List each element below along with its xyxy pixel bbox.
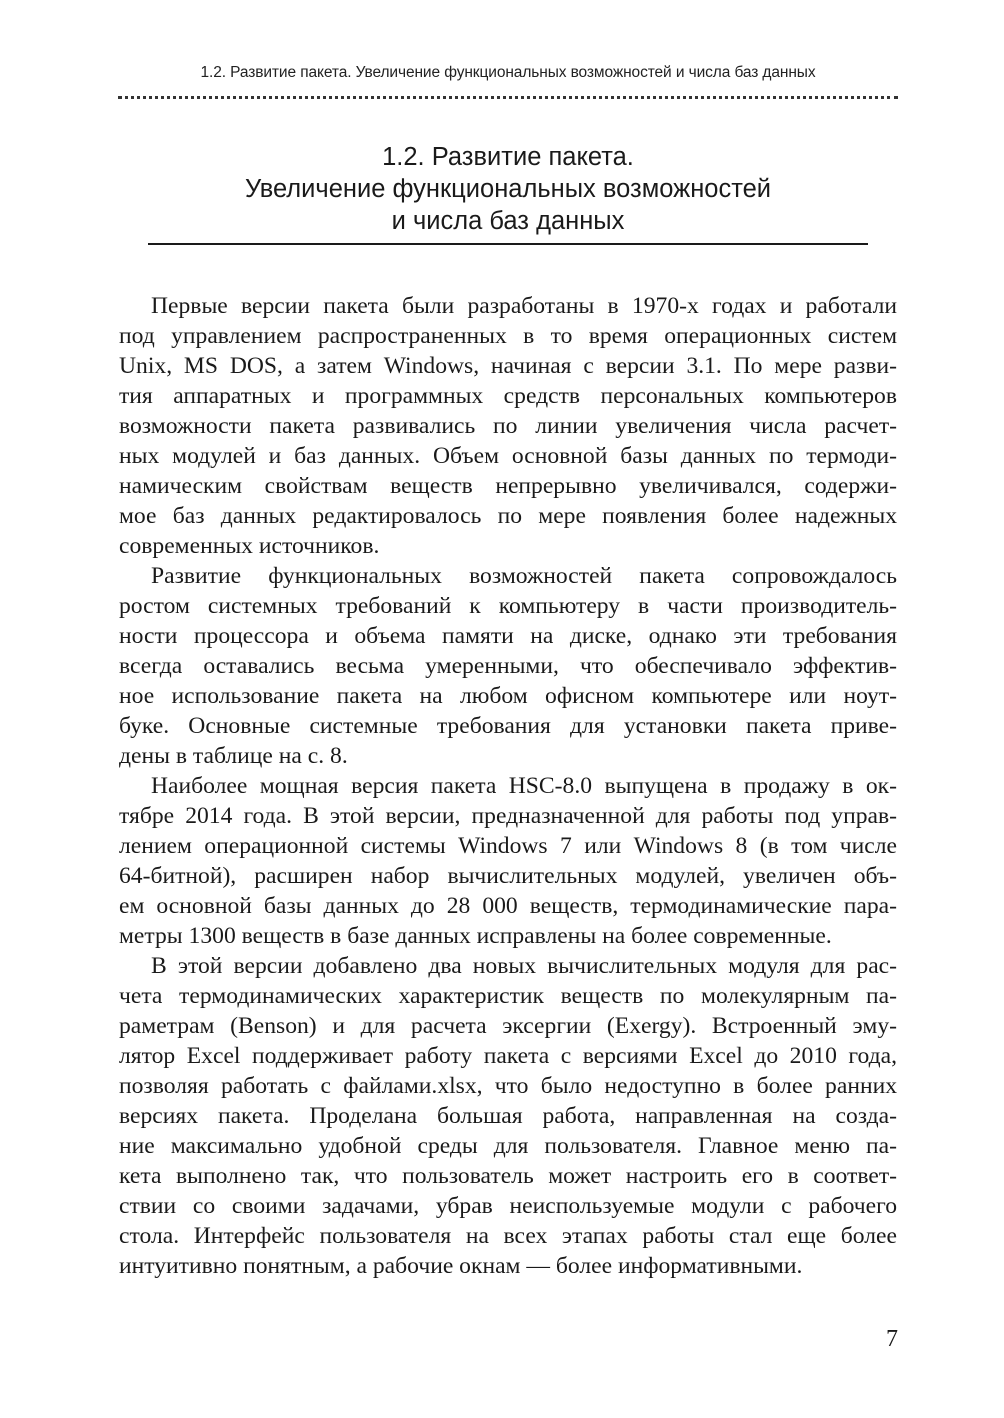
text-line: современных источников. [119,533,380,559]
title-underline-rule [148,243,868,245]
text-line: чета термодинамических характеристик веществ по молекулярным па- [119,983,897,1009]
text-line: дены в таблице на с. 8. [119,743,348,769]
text-line: ем основной базы данных до 28 000 веществ, термодинамические пара- [119,893,897,919]
section-title-line-2: Увеличение функциональных возможностей [244,175,772,203]
section-title [118,141,898,237]
paragraph-1 [119,291,897,561]
text-line: стола. Интерфейс пользователя на всех этапах работы стал еще более [119,1223,897,1249]
text-line: позволяя работать с файлами.xlsx, что было недоступно в более ранних [119,1073,897,1099]
text-line: кета выполнено так, что пользователь может настроить его в соответ- [119,1163,897,1189]
text-line: под управлением распространенных в то время операционных систем [119,323,897,349]
text-line: ствии со своими задачами, убрав неиспользуемые модули с рабочего [119,1193,897,1219]
text-line: В этой версии добавлено два новых вычислительных модуля для рас- [151,953,897,979]
text-line: 64-битной), расширен набор вычислительных модулей, увеличен объ- [119,863,897,889]
text-line: лятор Excel поддерживает работу пакета с версиями Excel до 2010 года, [119,1043,897,1069]
section-title-line-1: 1.2. Развитие пакета. [382,143,634,171]
text-line: раметрам (Benson) и для расчета эксергии (Exergy). Встроенный эму- [119,1013,897,1039]
text-line: Первые версии пакета были разработаны в 1970-х годах и работали [151,293,897,319]
text-line: версиях пакета. Проделана большая работа, направленная на созда- [119,1103,897,1129]
text-line: интуитивно понятным, а рабочие окнам — более информативными. [119,1253,803,1279]
text-line: метры 1300 веществ в базе данных исправлены на более современные. [119,923,832,949]
text-line: ности процессора и объема памяти на диске, однако эти требования [119,623,897,649]
text-line: всегда оставались весьма умеренными, что обеспечивало эффектив- [119,653,897,679]
text-line: Unix, MS DOS, а затем Windows, начиная с версии 3.1. По мере разви- [119,353,897,379]
running-header: 1.2. Развитие пакета. Увеличение функциональных возможностей и числа баз данных [200,64,816,81]
text-line: ние максимально удобной среды для пользователя. Главное меню па- [119,1133,897,1159]
page-number: 7 [886,1326,898,1352]
text-line: ростом системных требований к компьютеру в части производитель- [119,593,897,619]
body-text [119,291,897,1281]
text-line: возможности пакета развивались по линии увеличения числа расчет- [119,413,897,439]
paragraph-2 [119,561,897,771]
section-title-line-3: и числа баз данных [391,207,625,235]
text-line: намическим свойствам веществ непрерывно увеличивался, содержи- [119,473,897,499]
text-line: ных модулей и баз данных. Объем основной базы данных по термоди- [119,443,897,469]
text-line: ное использование пакета на любом офисном компьютере или ноут- [119,683,897,709]
text-line: буке. Основные системные требования для установки пакета приве- [119,713,897,739]
paragraph-3 [119,771,897,951]
text-line: Развитие функциональных возможностей пакета сопровождалось [151,563,897,589]
text-line: тябре 2014 года. В этой версии, предназначенной для работы под управ- [119,803,897,829]
paragraph-4 [119,951,897,1281]
text-line: Наиболее мощная версия пакета HSC-8.0 выпущена в продажу в ок- [151,773,897,799]
header-dotted-rule [118,96,898,99]
text-line: мое баз данных редактировалось по мере появления более надежных [119,503,897,529]
text-line: лением операционной системы Windows 7 или Windows 8 (в том числе [119,833,897,859]
text-line: тия аппаратных и программных средств персональных компьютеров [119,383,897,409]
